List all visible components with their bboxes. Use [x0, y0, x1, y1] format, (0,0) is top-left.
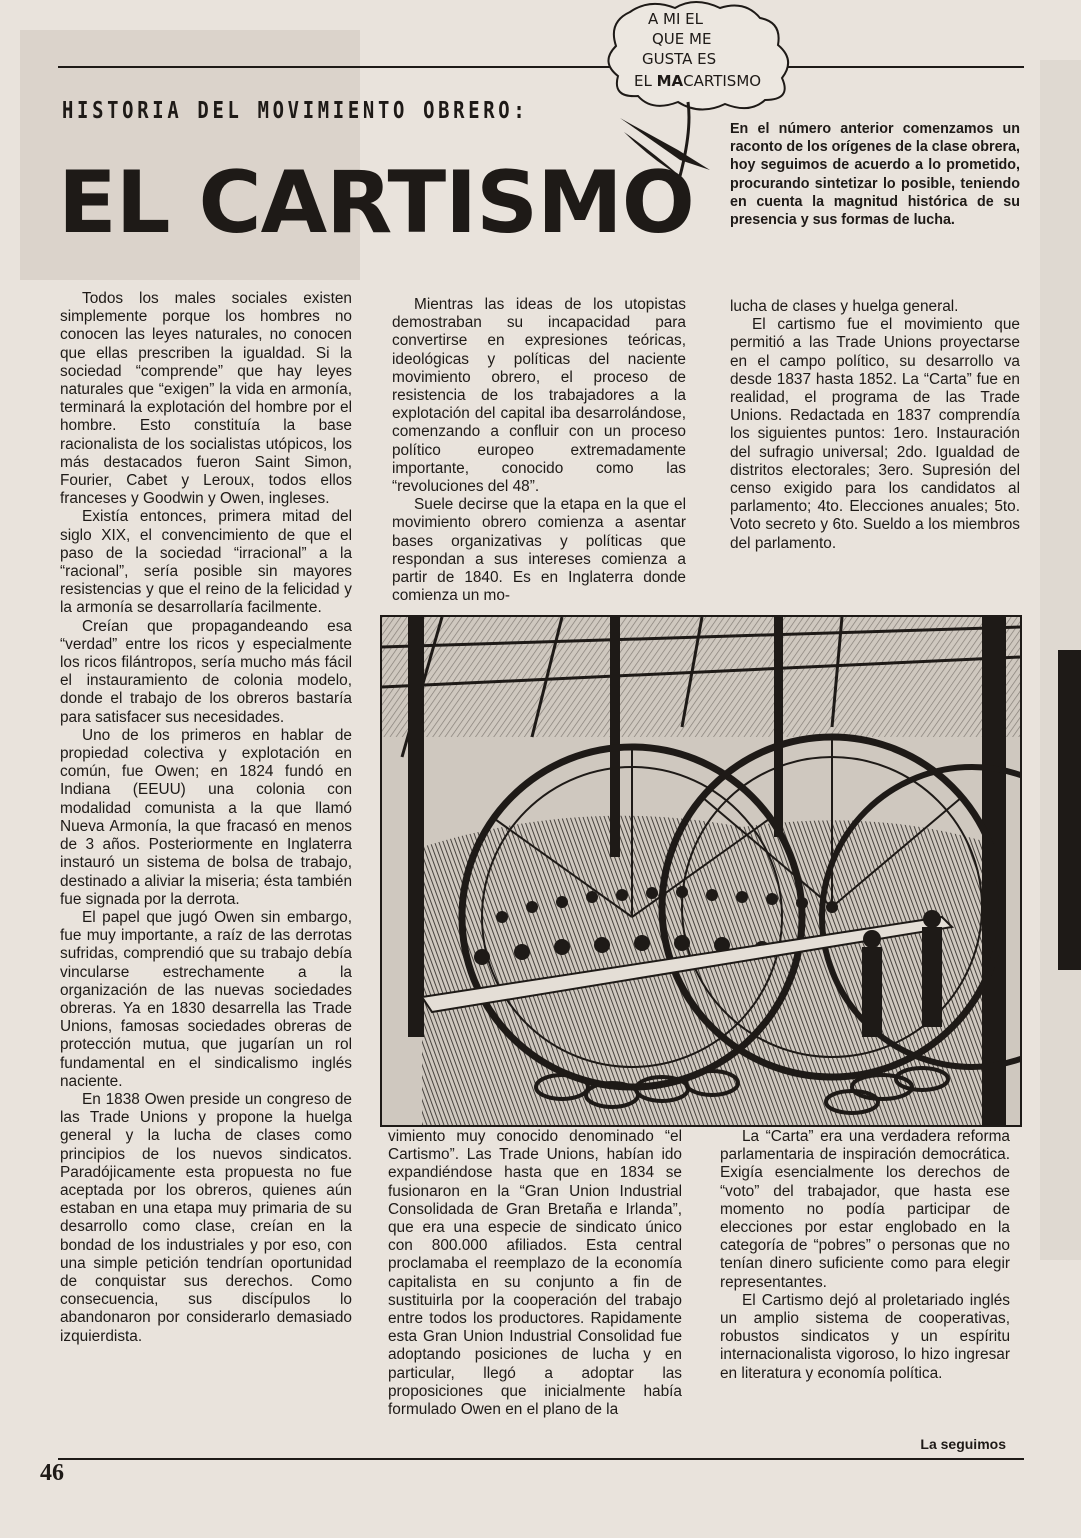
factory-engraving-illustration — [380, 615, 1022, 1127]
col2-paragraph-2: Suele decirse que la etapa en la que el movimiento obrero comienza a asentar bases organizativas y políticas que respondan a sus intereses comienza a partir de 1840. Es en Inglaterra donde comienza un mo- — [392, 496, 686, 605]
column-1 — [60, 290, 352, 1346]
header-rule — [58, 66, 1024, 68]
col1-paragraph-2: Existía entonces, primera mitad del siglo XIX, el convencimiento de que el paso de la sociedad “irracional” a la “racional”, sería posible sin mayores resistencias y que el reino de la felicidad y la armonía se desarrollaría facilmente. — [60, 508, 352, 617]
column-3-bottom — [720, 1128, 1010, 1383]
bubble-line-3: GUSTA ES — [642, 50, 717, 68]
col1-paragraph-6: En 1838 Owen preside un congreso de las Trade Unions y propone la huelga general y la lucha de clases como principios de los nuevos sindicatos. Paradójicamente esta propuesta no fue aceptada por los obreros, quienes aún estaban en una etapa muy primaria de su desarrollo como clase, creían en la bondad de los industriales y por eso, con una simple petición tendrían oportunidad de conquistar sus derechos. Como consecuencia, sus discípulos lo abandonaron por considerarlo demasiado izquierdista. — [60, 1090, 352, 1345]
col2-paragraph-1: Mientras las ideas de los utopistas demostraban su incapacidad para convertirse en expresiones teóricas, ideológicas y políticas del naciente movimiento obrero, el proceso de resistencia de los trabajadores a la explotación del capital iba desarrolándose, comenzando a confluir con un proceso político europeo extremadamente importante, conocido como las “revoluciones del 48”. — [392, 296, 686, 496]
article-intro: En el número anterior comenzamos un raconto de los orígenes de la clase obrera, hoy seguimos de acuerdo a lo prometido, procurando sintetizar lo posible, teniendo en cuenta la magnitud histórica de su presencia y sus formas de lucha. — [730, 121, 1021, 229]
article-kicker: HISTORIA DEL MOVIMIENTO OBRERO: — [62, 98, 529, 124]
bubble-line-1: A MI EL — [648, 10, 703, 28]
col1-paragraph-4: Uno de los primeros en hablar de propiedad colectiva y explotación en común, fue Owen; en 1824 fundó en Indiana (EEUU) una colonia con modalidad comunista a la que llamó Nueva Armonía, la que fracasó en menos de 3 años. Posteriormente en Inglaterra instauró un sistema de bolsa de trabajo, destinado a aliviar la miseria; ésta también fue signada por la derrota. — [60, 726, 352, 908]
col3-paragraph-3: La “Carta” era una verdadera reforma parlamentaria de inspiración democrática. Exigía esencialmente los derechos de “voto” del trabajador, que hasta ese momento no podía participar de elecciones por estar englobado en la categoría de “pobres” o personas que no tenían dinero suficiente como para elegir representantes. — [720, 1128, 1010, 1291]
col1-paragraph-1: Todos los males sociales existen simplemente porque los hombres no conocen las leyes naturales, no conocen que ellas prescriben la igualdad. Si la sociedad “comprende” que hay leyes naturales que “exigen” la vida en armonía, terminará la explotación del hombre por el hombre. Esto constituía la base racionalista de los socialistas utópicos, los más destacados fueron Saint Simon, Fourier, Cabet y Leroux, todos ellos franceses y Goodwin y Owen, ingleses. — [60, 290, 352, 508]
column-2-top — [392, 296, 686, 605]
col1-paragraph-5: El papel que jugó Owen sin embargo, fue muy importante, a raíz de las derrotas sufridas, comprendió que su trabajo debía vincularse estrechamente a la organización de las nuevas sociedades obreras. Ya en 1830 desarrella las Trade Unions, famosas sociedades obreras de protección mutua, que jugarían un rol fundamental en el sindicalismo inglés naciente. — [60, 908, 352, 1090]
col3-paragraph-1: lucha de clases y huelga general. — [730, 298, 959, 315]
col1-paragraph-3: Creían que propagandeando esa “verdad” entre los ricos y especialmente los ricos filántropos, sería mucho más fácil el instauramiento de colonia modelo, donde el trabajo de los obreros bastaría para satisfacer sus necesidades. — [60, 617, 352, 726]
column-2-bottom — [388, 1128, 682, 1419]
bubble-line-2: QUE ME — [652, 30, 712, 48]
signoff: La seguimos — [920, 1436, 1006, 1452]
factory-engraving-image — [382, 617, 1020, 1125]
column-3-top — [730, 298, 1020, 553]
page-number: 46 — [40, 1460, 64, 1486]
article-title: EL CARTISMO — [58, 153, 694, 253]
footer-rule — [58, 1458, 1024, 1460]
col2-paragraph-3: vimiento muy conocido denominado “el Cartismo”. Las Trade Unions, habían ido expandiéndose hasta que en 1834 se fusionaron en la “Gran Union Industrial Consolidada de Gran Bretaña e Irlanda”, que era una especie de sindicato único con 800.000 afiliados. Esta central proclamaba el reemplazo de la economía capitalista en su conjunto a fin de sustituirla por la cooperación del trabajo entre todos los productores. Rapidamente esta Gran Union Industrial Consolidad fue adoptando posiciones de lucha y en particular, llegó a adoptar las proposiciones que inicialmente había formulado Owen en el plano de la — [388, 1128, 682, 1419]
page-edge-mark — [1058, 650, 1081, 970]
col3-paragraph-2: El cartismo fue el movimiento que permitió a las Trade Unions proyectarse en el campo político, su desarrollo va desde 1837 hasta 1852. La “Carta” fue en realidad, el programa de las Trade Unions. Redactada en 1837 comprendía los siguientes puntos: 1ero. Instauración del sufragio universal; 2do. Igualdad de distritos electorales; 3ero. Supresión del censo exigido para los candidatos al parlamento; 4to. Elecciones anuales; 5to. Voto secreto y 6to. Sueldo a los miembros del parlamento. — [730, 316, 1020, 552]
col3-paragraph-4: El Cartismo dejó al proletariado inglés un amplio sistema de cooperativas, robustos sindicatos y un espíritu internacionalista vigoroso, lo hizo ingresar en literatura y economía política. — [720, 1291, 1010, 1382]
bubble-line-4: EL MACARTISMO — [634, 72, 762, 90]
